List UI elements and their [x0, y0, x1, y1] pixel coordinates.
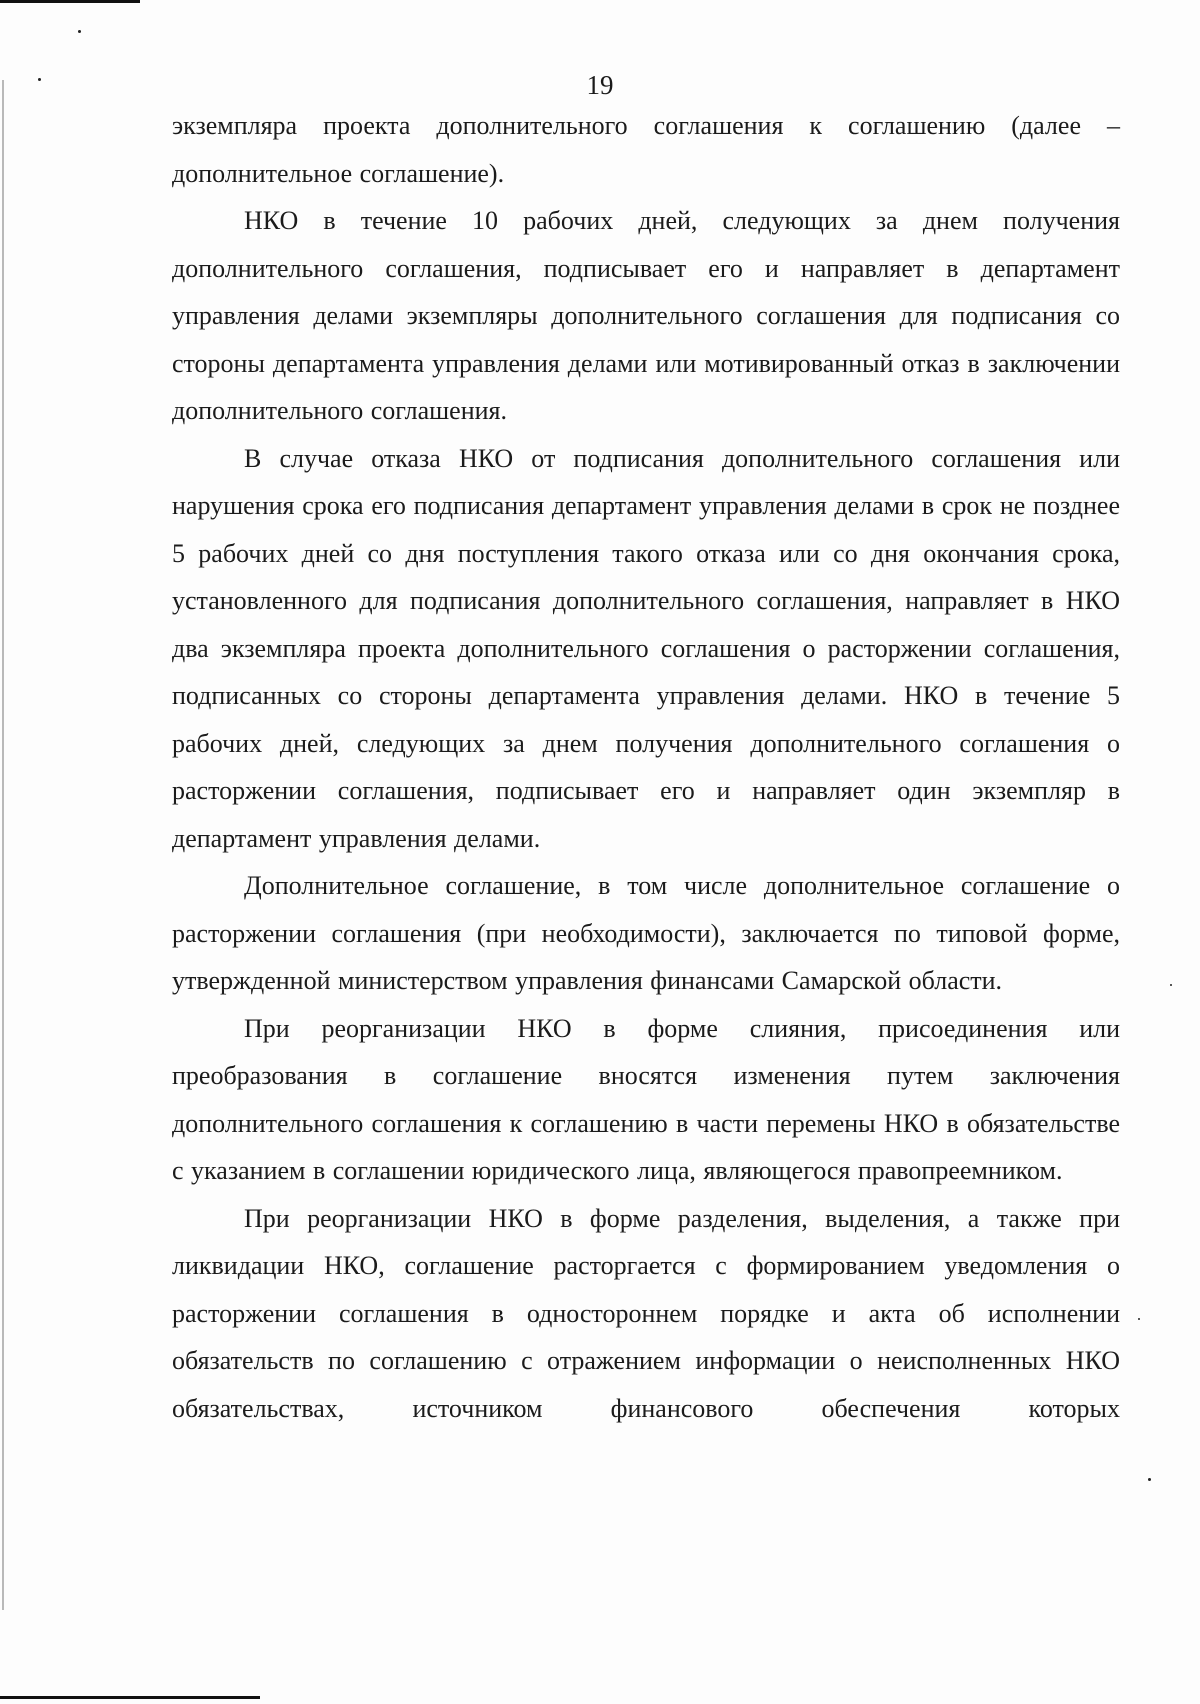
scan-artifact-left-edge [2, 80, 4, 1610]
scan-speck [1170, 984, 1172, 986]
paragraph: В случае отказа НКО от подписания дополнительного соглашения или нарушения срока его подписания департамент управления делами в срок не позднее 5 рабочих дней со дня поступления такого отказа или со дня окончания срока, установленного для подписания дополнительного соглашения, направляет в НКО два экземпляра проекта дополнительного соглашения о расторжении соглашения, подписанных со стороны департамента управления делами. НКО в течение 5 рабочих дней, следующих за днем получения дополнительного соглашения о расторжении соглашения, подписывает его и направляет один экземпляр в департамент управления делами. [172, 443, 1120, 853]
paragraph: При реорганизации НКО в форме разделения, выделения, а также при ликвидации НКО, соглашение расторгается с формированием уведомления о расторжении соглашения в одностороннем порядке и акта об исполнении обязательств по соглашению с отражением информации о неисполненных НКО обязательствах, источником финансового обеспечения которых [172, 1203, 1120, 1423]
paragraph: экземпляра проекта дополнительного соглашения к соглашению (далее – дополнительное соглашение). [172, 111, 1120, 188]
scan-speck [78, 30, 81, 33]
scan-artifact-top-line [0, 0, 140, 3]
scan-speck [1138, 1318, 1140, 1320]
scan-artifact-bottom-line [0, 1696, 260, 1699]
paragraph: НКО в течение 10 рабочих дней, следующих за днем получения дополнительного соглашения, подписывает его и направляет в департамент управления делами экземпляры дополнительного соглашения для подписания со стороны департамента управления делами или мотивированный отказ в заключении дополнительного соглашения. [172, 206, 1120, 425]
document-body [172, 102, 1120, 1432]
page-number: 19 [586, 70, 614, 100]
paragraph: При реорганизации НКО в форме слияния, присоединения или преобразования в соглашение вносятся изменения путем заключения дополнительного соглашения к соглашению в части перемены НКО в обязательстве с указанием в соглашении юридического лица, являющегося правопреемником. [172, 1013, 1120, 1185]
scan-speck [1148, 1478, 1151, 1481]
paragraph: Дополнительное соглашение, в том числе дополнительное соглашение о расторжении соглашения (при необходимости), заключается по типовой форме, утвержденной министерством управления финансами Самарской области. [172, 871, 1120, 995]
